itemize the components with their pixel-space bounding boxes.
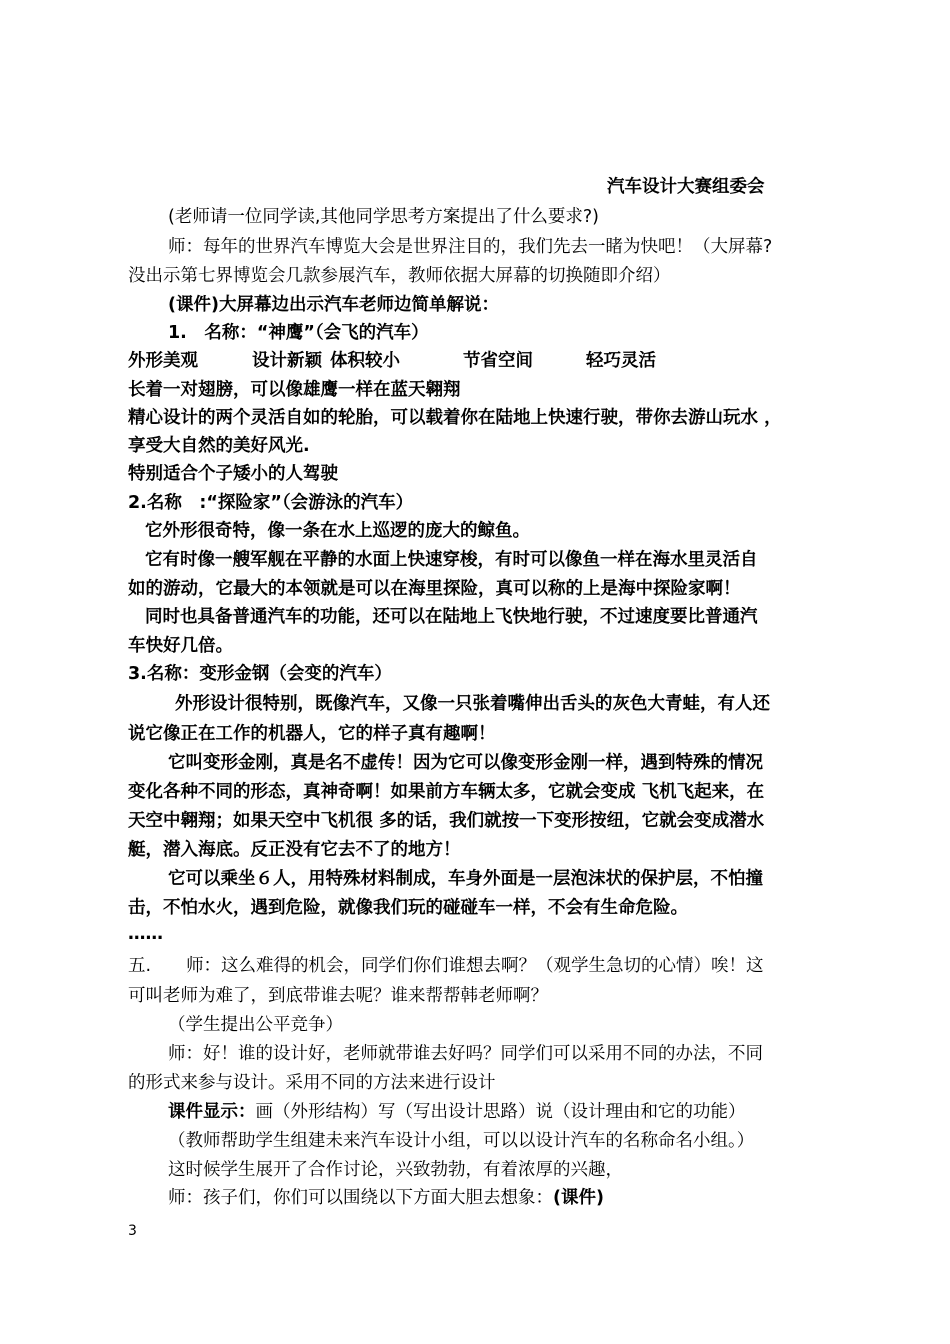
paragraph-line: 说它像正在工作的机器人，它的样子真有趣啊！ [128,724,496,744]
paragraph-line: 天空中翱翔；如果天空中飞机很 多的话，我们就按一下变形按纽，它就会变成潜水 [128,811,765,831]
paragraph-line: 如的游动，它最大的本领就是可以在海里探险，真可以称的上是海中探险家啊！ [128,579,741,599]
page-number: 3 [128,1223,137,1239]
paragraph-line: 特别适合个子矮小的人驾驶 [128,464,338,484]
section-heading: 2.名称 :“探险家”（会游泳的汽车） [128,493,414,513]
paragraph-line: 师：好！谁的设计好，老师就带谁去好吗？同学们可以采用不同的办法，不同 [168,1044,763,1064]
paragraph-line: 车快好几倍。 [128,636,233,656]
paragraph-line: 艇，潜入海底。反正没有它去不了的地方！ [128,840,461,860]
paragraph-line: 五. 师：这么难得的机会，同学们你们谁想去啊？（观学生急切的心情）唉！这 [128,956,764,976]
feature-item: 体积较小 [330,351,400,371]
feature-item: 轻巧灵活 [586,351,656,371]
paragraph-line: 精心设计的两个灵活自如的轮胎，可以载着你在陆地上快速行驶，带你去游山玩水 ， [128,408,782,428]
paragraph-line: 这时候学生展开了合作讨论，兴致勃勃，有着浓厚的兴趣， [168,1160,623,1180]
paragraph-line: 同时也具备普通汽车的功能，还可以在陆地上飞快地行驶，不过速度要比普通汽 [145,607,758,627]
paragraph-line: 它可以乘坐６人，用特殊材料制成，车身外面是一层泡沫状的保护层，不怕撞 [168,869,763,889]
paragraph-line: 享受大自然的美好风光. [128,436,310,456]
paragraph-line-with-tail [168,1186,604,1210]
feature-item: 外形美观 [128,351,198,371]
feature-list [128,349,848,373]
paragraph-line: 它叫变形金刚，真是名不虚传！因为它可以像变形金刚一样，遇到特殊的情况 [168,753,763,773]
paragraph-line: 的形式来参与设计。采用不同的方法来进行设计 [128,1073,496,1093]
paragraph-line: （教师帮助学生组建未来汽车设计小组，可以以设计汽车的名称命名小组。） [168,1131,755,1151]
ellipsis: …… [128,924,163,944]
feature-item: 设计新颖 [252,351,322,371]
feature-item: 节省空间 [463,351,533,371]
section-heading: 3.名称：变形金钢（会变的汽车） [128,664,392,684]
courseware-text: 画（外形结构）写（写出设计思路）说（设计理由和它的功能） [255,1102,746,1122]
courseware-label: 课件显示： [168,1102,256,1122]
paragraph-line: （学生提出公平竞争） [168,1015,343,1035]
courseware-line [168,1100,746,1124]
paragraph-line: 击，不怕水火，遇到危险，就像我们玩的碰碰车一样，不会有生命危险。 [128,898,688,918]
paragraph-line: 长着一对翅膀，可以像雄鹰一样在蓝天翱翔 [128,380,461,400]
signature: 汽车设计大赛组委会 [607,177,765,197]
paragraph-line: 没出示第七界博览会几款参展汽车，教师依据大屏幕的切换随即介绍） [128,266,671,286]
paragraph-line: 它有时像一艘军舰在平静的水面上快速穿梭，有时可以像鱼一样在海水里灵活自 [145,550,758,570]
section-heading: 1. 名称：“神鹰”（会飞的汽车） [168,323,429,343]
paragraph-line: 师：每年的世界汽车博览大会是世界注目的，我们先去一睹为快吧！（大屏幕? [168,237,773,257]
paragraph-line: (课件)大屏幕边出示汽车老师边简单解说： [168,295,499,315]
paragraph-line: 外形设计很特别，既像汽车，又像一只张着嘴伸出舌头的灰色大青蛙，有人还 [175,694,770,714]
paragraph-line: 变化各种不同的形态，真神奇啊！如果前方车辆太多，它就会变成 飞机飞起来，在 [128,782,765,802]
courseware-tag: (课件) [553,1188,604,1208]
paragraph-text: 师：孩子们，你们可以围绕以下方面大胆去想象： [168,1188,553,1208]
paragraph-line: 它外形很奇特，像一条在水上巡逻的庞大的鲸鱼。 [145,521,530,541]
paragraph-line: 可叫老师为难了，到底带谁去呢？谁来帮帮韩老师啊？ [128,986,548,1006]
paragraph-line: (老师请一位同学读,其他同学思考方案提出了什么要求?) [168,207,600,227]
